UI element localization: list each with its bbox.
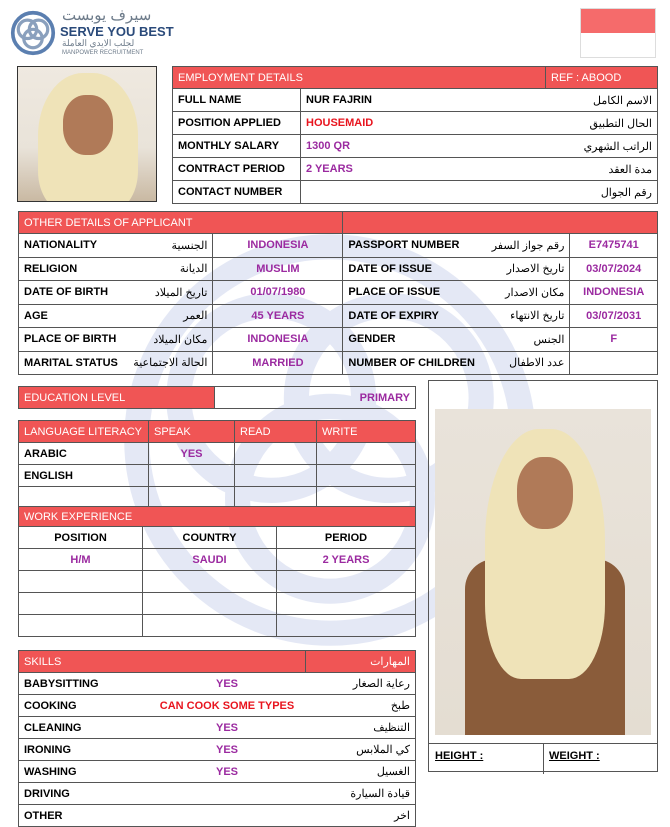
field-label-ar: رقم جواز السفر (480, 234, 570, 258)
table-row (19, 257, 658, 281)
work-experience-table (18, 506, 416, 637)
table-row (19, 443, 416, 465)
brand-name: SERVE YOU BEST (60, 24, 174, 39)
field-value: E7475741 (570, 234, 658, 258)
brand-logo (10, 8, 190, 58)
field-label-ar: تاريخ الميلاد (123, 281, 213, 305)
speak-value: YES (149, 443, 235, 465)
work-header: WORK EXPERIENCE (19, 507, 416, 527)
period-value (277, 571, 416, 593)
read-value (235, 465, 317, 487)
period-value (277, 593, 416, 615)
field-value: INDONESIA (213, 234, 343, 258)
position-value: H/M (19, 549, 143, 571)
field-value: 45 YEARS (213, 304, 343, 328)
field-label-ar: الاسم الكامل (546, 89, 658, 112)
table-row (173, 158, 658, 181)
position-col: POSITION (19, 527, 143, 549)
field-label-ar: تاريخ الانتهاء (480, 304, 570, 328)
skill-label-ar: كي الملابس (306, 739, 416, 761)
field-label-ar: الجنسية (123, 234, 213, 258)
period-value (277, 615, 416, 637)
field-label: NATIONALITY (19, 234, 123, 258)
skill-label: WASHING (19, 761, 149, 783)
skill-value (149, 805, 306, 827)
field-value: MARRIED (213, 351, 343, 375)
skill-label-ar: رعاية الصغار (306, 673, 416, 695)
skill-value: YES (149, 717, 306, 739)
education-label: EDUCATION LEVEL (19, 387, 215, 409)
field-value: F (570, 328, 658, 352)
speak-value (149, 465, 235, 487)
write-header: WRITE (317, 421, 416, 443)
country-value (143, 593, 277, 615)
field-value: 01/07/1980 (213, 281, 343, 305)
height-label: HEIGHT : (435, 750, 484, 762)
period-col: PERIOD (277, 527, 416, 549)
skills-header-ar: المهارات (306, 651, 416, 673)
other-details-header: OTHER DETAILS OF APPLICANT (19, 212, 343, 234)
skills-table (18, 650, 416, 827)
skill-label: DRIVING (19, 783, 149, 805)
skill-label: CLEANING (19, 717, 149, 739)
brand-arabic-name: سيرف يوبست (62, 7, 152, 24)
education-table (18, 386, 416, 409)
skill-value: YES (149, 673, 306, 695)
field-label: AGE (19, 304, 123, 328)
applicant-photo-frame (428, 380, 658, 772)
field-label-ar: العمر (123, 304, 213, 328)
measurements-row (429, 743, 657, 773)
field-value: 03/07/2024 (570, 257, 658, 281)
indonesia-flag (580, 8, 656, 58)
write-value (317, 465, 416, 487)
other-details-table (18, 211, 658, 375)
skill-label: BABYSITTING (19, 673, 149, 695)
language-header: LANGUAGE LITERACY (19, 421, 149, 443)
table-row (19, 695, 416, 717)
employment-table (172, 66, 658, 204)
field-value: MUSLIM (213, 257, 343, 281)
skills-header: SKILLS (19, 651, 306, 673)
field-label: RELIGION (19, 257, 123, 281)
language-name: ARABIC (19, 443, 149, 465)
field-label-ar: الجنس (480, 328, 570, 352)
write-value (317, 443, 416, 465)
field-label-ar: تاريخ الاصدار (480, 257, 570, 281)
field-value (570, 351, 658, 375)
country-value (143, 615, 277, 637)
table-row (19, 805, 416, 827)
brand-tagline: MANPOWER RECRUITMENT (62, 50, 144, 56)
contact-value (301, 181, 546, 204)
table-row (173, 112, 658, 135)
skill-label: OTHER (19, 805, 149, 827)
field-label-ar: مكان الميلاد (123, 328, 213, 352)
skill-label-ar: الغسيل (306, 761, 416, 783)
country-col: COUNTRY (143, 527, 277, 549)
skill-label-ar: اخر (306, 805, 416, 827)
position-value: HOUSEMAID (301, 112, 546, 135)
field-label: PLACE OF BIRTH (19, 328, 123, 352)
table-row (173, 135, 658, 158)
table-row (19, 761, 416, 783)
table-row (19, 304, 658, 328)
education-value: PRIMARY (215, 387, 416, 409)
field-label: CONTACT NUMBER (173, 181, 301, 204)
table-row (19, 717, 416, 739)
table-row (19, 465, 416, 487)
field-value: INDONESIA (570, 281, 658, 305)
speak-header: SPEAK (149, 421, 235, 443)
field-label: DATE OF EXPIRY (343, 304, 480, 328)
table-row (19, 615, 416, 637)
field-value: INDONESIA (213, 328, 343, 352)
field-label: GENDER (343, 328, 480, 352)
read-value (235, 443, 317, 465)
salary-value: 1300 QR (301, 135, 546, 158)
field-label-ar: الراتب الشهري (546, 135, 658, 158)
field-label-ar: عدد الاطفال (480, 351, 570, 375)
table-row (19, 673, 416, 695)
brand-arabic-tagline: لجلب الايدي العاملة (62, 38, 135, 48)
applicant-photo-small (17, 66, 157, 202)
country-value (143, 571, 277, 593)
table-row (19, 739, 416, 761)
skill-label-ar: قيادة السيارة (306, 783, 416, 805)
skill-value: YES (149, 761, 306, 783)
field-label-ar: مكان الاصدار (480, 281, 570, 305)
contract-value: 2 YEARS (301, 158, 546, 181)
language-name: ENGLISH (19, 465, 149, 487)
table-row (19, 571, 416, 593)
full-name-value: NUR FAJRIN (301, 89, 546, 112)
language-table (18, 420, 416, 509)
skill-label-ar: التنظيف (306, 717, 416, 739)
field-value: 03/07/2031 (570, 304, 658, 328)
field-label: DATE OF BIRTH (19, 281, 123, 305)
field-label-ar: مدة العقد (546, 158, 658, 181)
ref-label: REF : ABOOD (546, 67, 658, 89)
field-label: MONTHLY SALARY (173, 135, 301, 158)
table-row (19, 234, 658, 258)
field-label-ar: الديانة (123, 257, 213, 281)
field-label-ar: الحال التطبيق (546, 112, 658, 135)
field-label: NUMBER OF CHILDREN (343, 351, 480, 375)
table-row (173, 181, 658, 204)
table-row (19, 593, 416, 615)
field-label: FULL NAME (173, 89, 301, 112)
read-header: READ (235, 421, 317, 443)
skill-label: COOKING (19, 695, 149, 717)
applicant-photo-large (435, 409, 651, 735)
position-value (19, 571, 143, 593)
position-value (19, 615, 143, 637)
table-row (19, 783, 416, 805)
skill-label-ar: طبخ (306, 695, 416, 717)
logo-icon (10, 10, 56, 56)
field-label-ar: الحالة الاجتماعية (123, 351, 213, 375)
field-label: PASSPORT NUMBER (343, 234, 480, 258)
skill-value (149, 783, 306, 805)
table-row (19, 328, 658, 352)
table-row (19, 351, 658, 375)
field-label: PLACE OF ISSUE (343, 281, 480, 305)
skill-value: YES (149, 739, 306, 761)
employment-header: EMPLOYMENT DETAILS (173, 67, 546, 89)
field-label: POSITION APPLIED (173, 112, 301, 135)
position-value (19, 593, 143, 615)
table-row (19, 549, 416, 571)
table-row (19, 281, 658, 305)
field-label: MARITAL STATUS (19, 351, 123, 375)
table-row (173, 89, 658, 112)
skill-value: CAN COOK SOME TYPES (149, 695, 306, 717)
field-label: DATE OF ISSUE (343, 257, 480, 281)
field-label-ar: رقم الجوال (546, 181, 658, 204)
country-value: SAUDI (143, 549, 277, 571)
period-value: 2 YEARS (277, 549, 416, 571)
weight-label: WEIGHT : (549, 750, 600, 762)
field-label: CONTRACT PERIOD (173, 158, 301, 181)
skill-label: IRONING (19, 739, 149, 761)
